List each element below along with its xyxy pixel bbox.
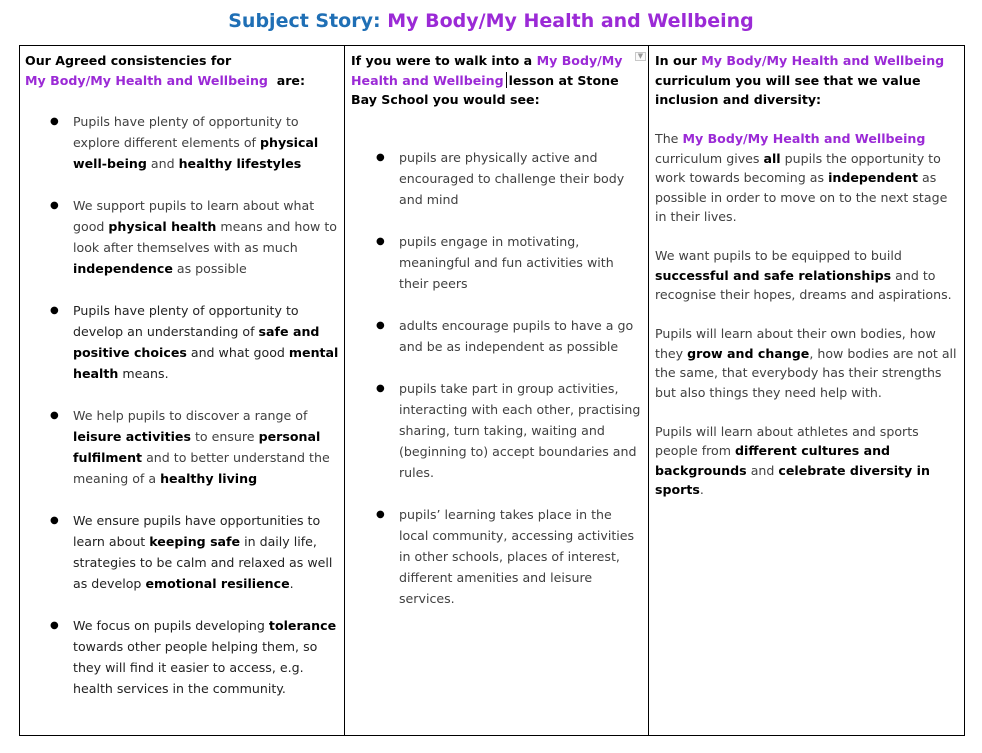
col1-heading-subject: My Body/My Health and Wellbeing	[25, 72, 268, 88]
list-item: ● Pupils have plenty of opportunity to develop an understanding of safe and positive choices and what good mental health means.	[25, 300, 340, 384]
col2-list	[351, 147, 644, 609]
list-item: ● adults encourage pupils to have a go and be as independent as possible	[351, 315, 644, 357]
col3-paragraph: We want pupils to be equipped to build successful and safe relationships and to recognise their hopes, dreams and aspirations.	[655, 248, 952, 302]
column-lesson-observation	[345, 46, 649, 735]
list-item: ● We help pupils to discover a range of leisure activities to ensure personal fulfilment and to better understand the meaning of a healthy living	[25, 405, 340, 489]
page-title	[0, 8, 982, 34]
subject-story-table	[19, 45, 965, 736]
list-item: ● pupils are physically active and encouraged to challenge their body and mind	[351, 147, 644, 210]
col1-heading	[25, 51, 340, 90]
col2-heading	[351, 51, 644, 110]
list-item: ● We focus on pupils developing tolerance towards other people helping them, so they will find it easier to access, e.g. health services in the community.	[25, 615, 340, 699]
column-inclusion-diversity	[649, 46, 964, 735]
title-prefix: Subject Story:	[228, 10, 388, 32]
col2-heading-subject-a: My Body/My	[536, 53, 623, 68]
dropdown-marker-icon[interactable]: ▼	[635, 52, 646, 61]
col3-paragraph: The My Body/My Health and Wellbeing curriculum gives all pupils the opportunity to work towards becoming as independent as possible in order to move on to the next stage in their lives.	[655, 131, 948, 224]
col2-heading-subject-b: Health and Wellbeing	[351, 72, 504, 88]
text-cursor	[506, 72, 507, 88]
column-agreed-consistencies	[20, 46, 345, 735]
col2-heading-prefix: If you were to walk into a	[351, 53, 537, 68]
col1-heading-suffix: are:	[267, 72, 305, 88]
col1-list	[25, 111, 340, 699]
col3-paragraph: Pupils will learn about their own bodies, how they grow and change, how bodies are not all the same, that everybody has their strengths but also things they need help with.	[655, 326, 957, 400]
col3-heading: In our My Body/My Health and Wellbeing curriculum you will see that we value inclusion and diversity:	[655, 53, 945, 107]
list-item: ● pupils take part in group activities, interacting with each other, practising sharing, turn taking, waiting and (beginning to) accept boundaries and rules.	[351, 378, 644, 483]
list-item: ● We support pupils to learn about what good physical health means and how to look after themselves with as much independence as possible	[25, 195, 340, 279]
col1-heading-line: Our Agreed consistencies for	[25, 53, 232, 68]
list-item: ● pupils’ learning takes place in the local community, accessing activities in other schools, places of interest, different amenities and leisure services.	[351, 504, 644, 609]
col3-paragraph: Pupils will learn about athletes and sports people from different cultures and backgrounds and celebrate diversity in sports.	[655, 423, 930, 497]
list-item: ● pupils engage in motivating, meaningful and fun activities with their peers	[351, 231, 644, 294]
list-item: ● We ensure pupils have opportunities to learn about keeping safe in daily life, strategies to be calm and relaxed as well as develop emotional resilience.	[25, 510, 340, 594]
list-item: ● Pupils have plenty of opportunity to explore different elements of physical well-being and healthy lifestyles	[25, 111, 340, 174]
col2-heading-suffix: lesson at Stone Bay School you would see:	[351, 72, 619, 107]
title-subject: My Body/My Health and Wellbeing	[387, 10, 754, 32]
